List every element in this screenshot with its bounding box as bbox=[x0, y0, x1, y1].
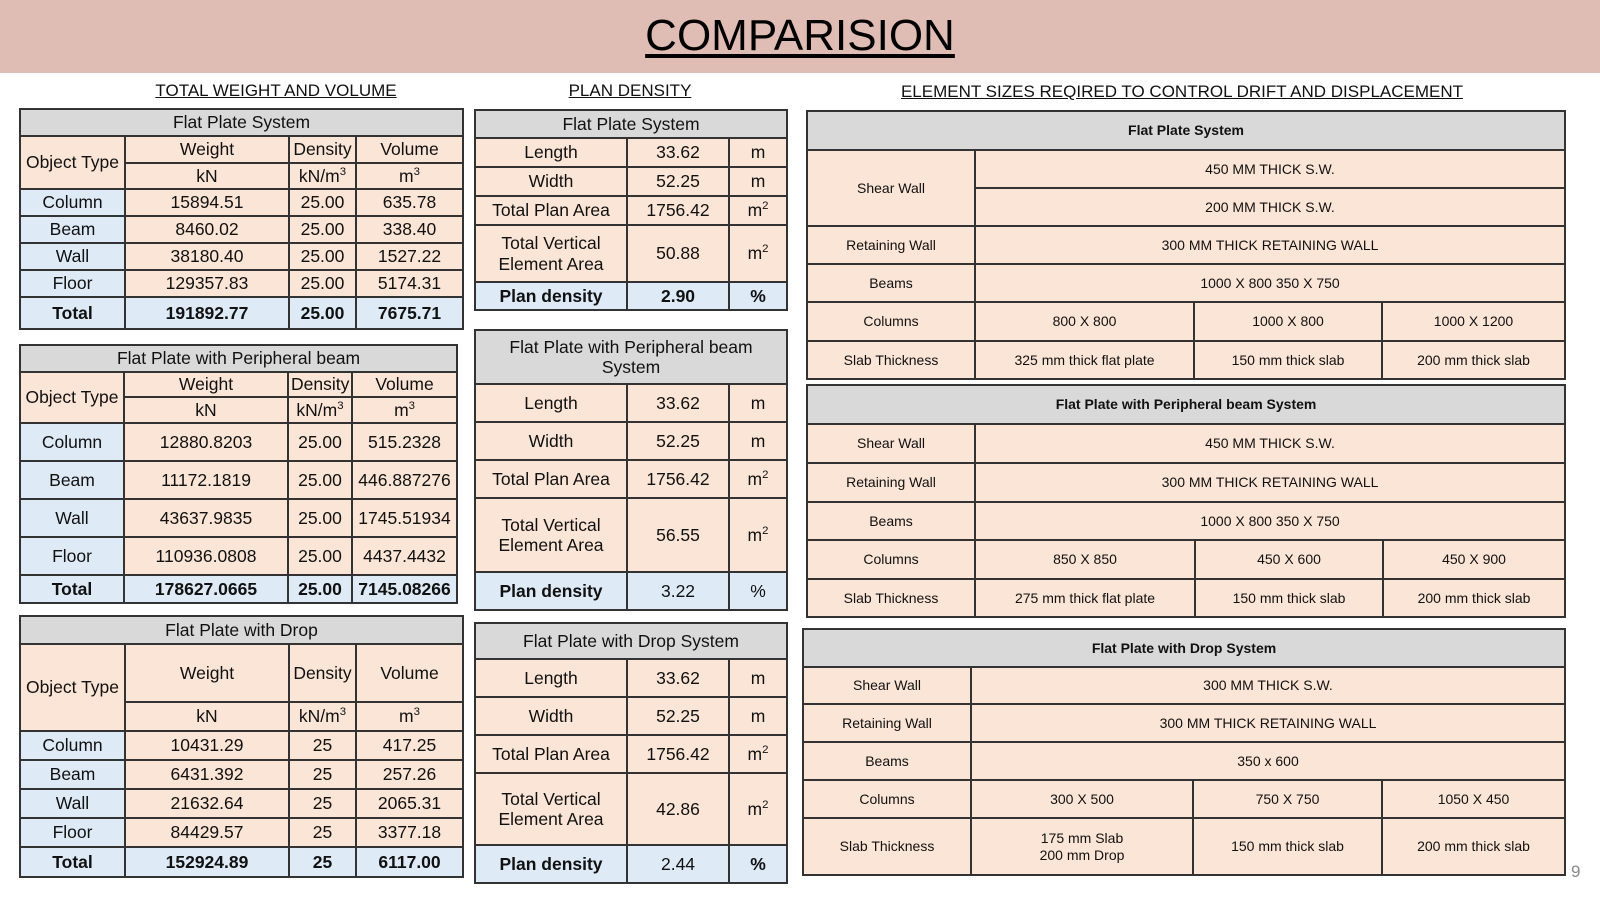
weight-header: Weight bbox=[125, 136, 289, 163]
element-table-drop bbox=[802, 628, 1566, 876]
column-size: 800 X 800 bbox=[975, 302, 1194, 341]
volume-header: Volume bbox=[356, 644, 463, 702]
length-value: 33.62 bbox=[627, 384, 729, 422]
row-type: Floor bbox=[20, 270, 125, 297]
weight-unit: kN bbox=[124, 397, 288, 423]
table-row bbox=[475, 138, 787, 167]
total-weight: 191892.77 bbox=[125, 297, 289, 329]
table-row bbox=[475, 225, 787, 282]
row-density: 25 bbox=[289, 818, 356, 847]
slab-value: 275 mm thick flat plate bbox=[975, 579, 1195, 617]
table-title: Flat Plate System bbox=[20, 109, 463, 136]
row-volume: 515.2328 bbox=[352, 423, 457, 461]
row-density: 25.00 bbox=[288, 499, 352, 537]
table-row bbox=[20, 760, 463, 789]
slab-label: Slab Thickness bbox=[803, 818, 971, 875]
vertical-area-unit: $m^2$ bbox=[729, 498, 787, 572]
shear-wall-value: 450 MM THICK S.W. bbox=[975, 424, 1565, 463]
slab-line: 175 mm Slab bbox=[1040, 830, 1124, 847]
plan-area-value: 1756.42 bbox=[627, 735, 729, 773]
weight-table-peripheral-beam bbox=[19, 344, 458, 604]
row-density: 25 bbox=[289, 789, 356, 818]
drop-line: 200 mm Drop bbox=[1039, 846, 1125, 863]
vertical-area-label: Total Vertical Element Area bbox=[475, 225, 627, 282]
total-row bbox=[20, 297, 463, 329]
page-title: COMPARISION bbox=[645, 11, 955, 60]
length-unit: m bbox=[729, 384, 787, 422]
slab-value-drop bbox=[971, 818, 1193, 875]
row-type: Beam bbox=[20, 216, 125, 243]
plan-density-unit: % bbox=[729, 845, 787, 883]
total-density: 25.00 bbox=[289, 297, 356, 329]
row-density: 25.00 bbox=[288, 461, 352, 499]
title-banner bbox=[0, 0, 1600, 73]
table-row bbox=[807, 540, 1565, 579]
table-row bbox=[807, 463, 1565, 502]
beams-value: 1000 X 800 350 X 750 bbox=[975, 502, 1565, 540]
plan-area-unit: $m^2$ bbox=[729, 196, 787, 225]
vertical-area-value: 50.88 bbox=[627, 225, 729, 282]
length-value: 33.62 bbox=[627, 659, 729, 697]
slab-value: 200 mm thick slab bbox=[1382, 818, 1565, 875]
plan-area-unit: $m^2$ bbox=[729, 735, 787, 773]
table-row bbox=[807, 424, 1565, 463]
slab-value: 150 mm thick slab bbox=[1194, 341, 1382, 379]
table-row bbox=[475, 659, 787, 697]
volume-unit: $m^3$ bbox=[352, 397, 457, 423]
density-unit: $kN/m^3$ bbox=[289, 702, 356, 731]
row-weight: 38180.40 bbox=[125, 243, 289, 270]
shear-wall-value: 200 MM THICK S.W. bbox=[975, 188, 1565, 226]
row-weight: 6431.392 bbox=[125, 760, 289, 789]
length-value: 33.62 bbox=[627, 138, 729, 167]
row-density: 25.00 bbox=[289, 243, 356, 270]
row-type: Beam bbox=[20, 760, 125, 789]
table-row bbox=[803, 818, 1565, 875]
table-row bbox=[475, 845, 787, 883]
total-weight: 152924.89 bbox=[125, 847, 289, 877]
beams-label: Beams bbox=[803, 742, 971, 780]
retaining-wall-value: 300 MM THICK RETAINING WALL bbox=[971, 704, 1565, 742]
columns-label: Columns bbox=[803, 780, 971, 818]
width-value: 52.25 bbox=[627, 167, 729, 196]
total-volume: 7145.08266 bbox=[352, 575, 457, 603]
length-label: Length bbox=[475, 659, 627, 697]
slab-value: 150 mm thick slab bbox=[1193, 818, 1382, 875]
plan-area-label: Total Plan Area bbox=[475, 196, 627, 225]
row-volume: 4437.4432 bbox=[352, 537, 457, 575]
row-volume: 635.78 bbox=[356, 189, 463, 216]
density-table-flat-plate bbox=[474, 109, 788, 311]
page-number: 9 bbox=[1571, 862, 1581, 881]
table-title: Flat Plate System bbox=[807, 111, 1565, 150]
row-weight: 43637.9835 bbox=[124, 499, 288, 537]
shear-wall-label: Shear Wall bbox=[807, 150, 975, 226]
slab-label: Slab Thickness bbox=[807, 341, 975, 379]
shear-wall-label: Shear Wall bbox=[803, 667, 971, 704]
plan-area-label: Total Plan Area bbox=[475, 460, 627, 498]
beams-label: Beams bbox=[807, 502, 975, 540]
total-label: Total bbox=[20, 847, 125, 877]
row-volume: 3377.18 bbox=[356, 818, 463, 847]
table-row bbox=[807, 341, 1565, 379]
plan-density-value: 2.90 bbox=[627, 282, 729, 310]
table-row bbox=[475, 167, 787, 196]
weight-header: Weight bbox=[124, 372, 288, 397]
table-row bbox=[20, 537, 457, 575]
total-row bbox=[20, 847, 463, 877]
row-volume: 417.25 bbox=[356, 731, 463, 760]
table-row bbox=[20, 270, 463, 297]
plan-area-value: 1756.42 bbox=[627, 196, 729, 225]
plan-density-label: Plan density bbox=[475, 282, 627, 310]
table-row bbox=[475, 282, 787, 310]
length-unit: m bbox=[729, 659, 787, 697]
table-title: Flat Plate with Drop System bbox=[803, 629, 1565, 667]
table-title: Flat Plate with Drop System bbox=[475, 623, 787, 659]
row-volume: 5174.31 bbox=[356, 270, 463, 297]
total-label: Total bbox=[20, 297, 125, 329]
column-size: 450 X 600 bbox=[1195, 540, 1383, 579]
plan-area-value: 1756.42 bbox=[627, 460, 729, 498]
table-title: Flat Plate with Peripheral beam System bbox=[807, 385, 1565, 424]
table-row bbox=[20, 243, 463, 270]
row-volume: 257.26 bbox=[356, 760, 463, 789]
table-row bbox=[803, 780, 1565, 818]
section-weight-heading: TOTAL WEIGHT AND VOLUME bbox=[155, 81, 397, 100]
row-weight: 10431.29 bbox=[125, 731, 289, 760]
table-row bbox=[475, 572, 787, 610]
total-label: Total bbox=[20, 575, 124, 603]
plan-density-unit: % bbox=[729, 282, 787, 310]
total-density: 25.00 bbox=[288, 575, 352, 603]
slab-value: 200 mm thick slab bbox=[1382, 341, 1565, 379]
table-row bbox=[20, 461, 457, 499]
row-volume: 2065.31 bbox=[356, 789, 463, 818]
table-row bbox=[807, 226, 1565, 264]
column-size: 300 X 500 bbox=[971, 780, 1193, 818]
weight-unit: kN bbox=[125, 163, 289, 189]
row-density: 25.00 bbox=[289, 189, 356, 216]
width-value: 52.25 bbox=[627, 422, 729, 460]
table-title: Flat Plate with Peripheral beam bbox=[20, 345, 457, 372]
plan-area-label: Total Plan Area bbox=[475, 735, 627, 773]
width-label: Width bbox=[475, 422, 627, 460]
table-row bbox=[475, 460, 787, 498]
weight-header: Weight bbox=[125, 644, 289, 702]
beams-label: Beams bbox=[807, 264, 975, 302]
width-unit: m bbox=[729, 697, 787, 735]
retaining-wall-label: Retaining Wall bbox=[807, 226, 975, 264]
columns-label: Columns bbox=[807, 540, 975, 579]
table-row bbox=[803, 742, 1565, 780]
table-row bbox=[20, 423, 457, 461]
total-volume: 7675.71 bbox=[356, 297, 463, 329]
table-row bbox=[20, 818, 463, 847]
row-weight: 15894.51 bbox=[125, 189, 289, 216]
slab-label: Slab Thickness bbox=[807, 579, 975, 617]
density-unit: $kN/m^3$ bbox=[288, 397, 352, 423]
row-density: 25 bbox=[289, 760, 356, 789]
row-type: Floor bbox=[20, 818, 125, 847]
table-row bbox=[475, 498, 787, 572]
vertical-area-value: 42.86 bbox=[627, 773, 729, 845]
table-row bbox=[20, 731, 463, 760]
table-row bbox=[803, 704, 1565, 742]
table-row bbox=[475, 384, 787, 422]
row-density: 25 bbox=[289, 731, 356, 760]
density-unit: $kN/m^3$ bbox=[289, 163, 356, 189]
row-density: 25.00 bbox=[289, 216, 356, 243]
total-density: 25 bbox=[289, 847, 356, 877]
shear-wall-value: 300 MM THICK S.W. bbox=[971, 667, 1565, 704]
row-weight: 21632.64 bbox=[125, 789, 289, 818]
weight-table-flat-plate bbox=[19, 108, 464, 330]
object-type-header: Object Type bbox=[20, 372, 124, 423]
row-type: Beam bbox=[20, 461, 124, 499]
row-density: 25.00 bbox=[289, 270, 356, 297]
column-size: 1050 X 450 bbox=[1382, 780, 1565, 818]
length-unit: m bbox=[729, 138, 787, 167]
row-type: Wall bbox=[20, 243, 125, 270]
row-weight: 11172.1819 bbox=[124, 461, 288, 499]
table-row bbox=[20, 189, 463, 216]
length-label: Length bbox=[475, 384, 627, 422]
vertical-area-unit: $m^2$ bbox=[729, 225, 787, 282]
beams-value: 350 x 600 bbox=[971, 742, 1565, 780]
slab-value: 200 mm thick slab bbox=[1383, 579, 1565, 617]
volume-unit: $m^3$ bbox=[356, 163, 463, 189]
vertical-area-value: 56.55 bbox=[627, 498, 729, 572]
density-header: Density bbox=[289, 644, 356, 702]
width-label: Width bbox=[475, 697, 627, 735]
column-size: 1000 X 1200 bbox=[1382, 302, 1565, 341]
table-row bbox=[20, 216, 463, 243]
retaining-wall-label: Retaining Wall bbox=[807, 463, 975, 502]
volume-header: Volume bbox=[356, 136, 463, 163]
weight-unit: kN bbox=[125, 702, 289, 731]
beams-value: 1000 X 800 350 X 750 bbox=[975, 264, 1565, 302]
row-volume: 446.887276 bbox=[352, 461, 457, 499]
width-unit: m bbox=[729, 422, 787, 460]
row-type: Column bbox=[20, 189, 125, 216]
density-header: Density bbox=[289, 136, 356, 163]
retaining-wall-value: 300 MM THICK RETAINING WALL bbox=[975, 463, 1565, 502]
row-volume: 338.40 bbox=[356, 216, 463, 243]
row-weight: 110936.0808 bbox=[124, 537, 288, 575]
table-row bbox=[475, 773, 787, 845]
shear-wall-label: Shear Wall bbox=[807, 424, 975, 463]
row-volume: 1527.22 bbox=[356, 243, 463, 270]
density-header: Density bbox=[288, 372, 352, 397]
section-elements-heading: ELEMENT SIZES REQIRED TO CONTROL DRIFT AND DISPLACEMENT bbox=[900, 82, 1464, 101]
plan-density-unit: % bbox=[729, 572, 787, 610]
table-row bbox=[20, 499, 457, 537]
table-row bbox=[807, 302, 1565, 341]
retaining-wall-label: Retaining Wall bbox=[803, 704, 971, 742]
volume-unit: $m^3$ bbox=[356, 702, 463, 731]
row-type: Wall bbox=[20, 789, 125, 818]
row-weight: 8460.02 bbox=[125, 216, 289, 243]
plan-area-unit: $m^2$ bbox=[729, 460, 787, 498]
total-row bbox=[20, 575, 457, 603]
row-weight: 129357.83 bbox=[125, 270, 289, 297]
plan-density-value: 2.44 bbox=[627, 845, 729, 883]
width-unit: m bbox=[729, 167, 787, 196]
object-type-header: Object Type bbox=[20, 644, 125, 731]
columns-label: Columns bbox=[807, 302, 975, 341]
row-volume: 1745.51934 bbox=[352, 499, 457, 537]
length-label: Length bbox=[475, 138, 627, 167]
slab-value: 325 mm thick flat plate bbox=[975, 341, 1194, 379]
column-size: 1000 X 800 bbox=[1194, 302, 1382, 341]
column-size: 450 X 900 bbox=[1383, 540, 1565, 579]
table-row bbox=[807, 264, 1565, 302]
vertical-area-label: Total Vertical Element Area bbox=[475, 773, 627, 845]
volume-header: Volume bbox=[352, 372, 457, 397]
width-value: 52.25 bbox=[627, 697, 729, 735]
column-size: 750 X 750 bbox=[1193, 780, 1382, 818]
table-row bbox=[475, 422, 787, 460]
density-table-peripheral-beam bbox=[474, 329, 788, 611]
row-density: 25.00 bbox=[288, 537, 352, 575]
row-type: Wall bbox=[20, 499, 124, 537]
table-row bbox=[20, 789, 463, 818]
row-density: 25.00 bbox=[288, 423, 352, 461]
weight-table-drop bbox=[19, 615, 464, 878]
total-volume: 6117.00 bbox=[356, 847, 463, 877]
vertical-area-label: Total Vertical Element Area bbox=[475, 498, 627, 572]
object-type-header: Object Type bbox=[20, 136, 125, 189]
table-row bbox=[475, 735, 787, 773]
slab-value: 150 mm thick slab bbox=[1195, 579, 1383, 617]
table-title: Flat Plate with Peripheral beam System bbox=[475, 330, 787, 384]
table-row bbox=[475, 697, 787, 735]
row-weight: 12880.8203 bbox=[124, 423, 288, 461]
row-weight: 84429.57 bbox=[125, 818, 289, 847]
column-size: 850 X 850 bbox=[975, 540, 1195, 579]
width-label: Width bbox=[475, 167, 627, 196]
shear-wall-value: 450 MM THICK S.W. bbox=[975, 150, 1565, 188]
table-title: Flat Plate with Drop bbox=[20, 616, 463, 644]
row-type: Column bbox=[20, 731, 125, 760]
table-row bbox=[807, 579, 1565, 617]
table-title: Flat Plate System bbox=[475, 110, 787, 138]
table-row bbox=[803, 667, 1565, 704]
element-table-flat-plate bbox=[806, 110, 1566, 380]
retaining-wall-value: 300 MM THICK RETAINING WALL bbox=[975, 226, 1565, 264]
table-row bbox=[475, 196, 787, 225]
plan-density-value: 3.22 bbox=[627, 572, 729, 610]
plan-density-label: Plan density bbox=[475, 572, 627, 610]
total-weight: 178627.0665 bbox=[124, 575, 288, 603]
element-table-peripheral-beam bbox=[806, 384, 1566, 618]
row-type: Floor bbox=[20, 537, 124, 575]
table-row bbox=[807, 150, 1565, 188]
section-density-heading: PLAN DENSITY bbox=[568, 81, 692, 100]
row-type: Column bbox=[20, 423, 124, 461]
plan-density-label: Plan density bbox=[475, 845, 627, 883]
vertical-area-unit: $m^2$ bbox=[729, 773, 787, 845]
table-row bbox=[807, 502, 1565, 540]
density-table-drop bbox=[474, 622, 788, 884]
